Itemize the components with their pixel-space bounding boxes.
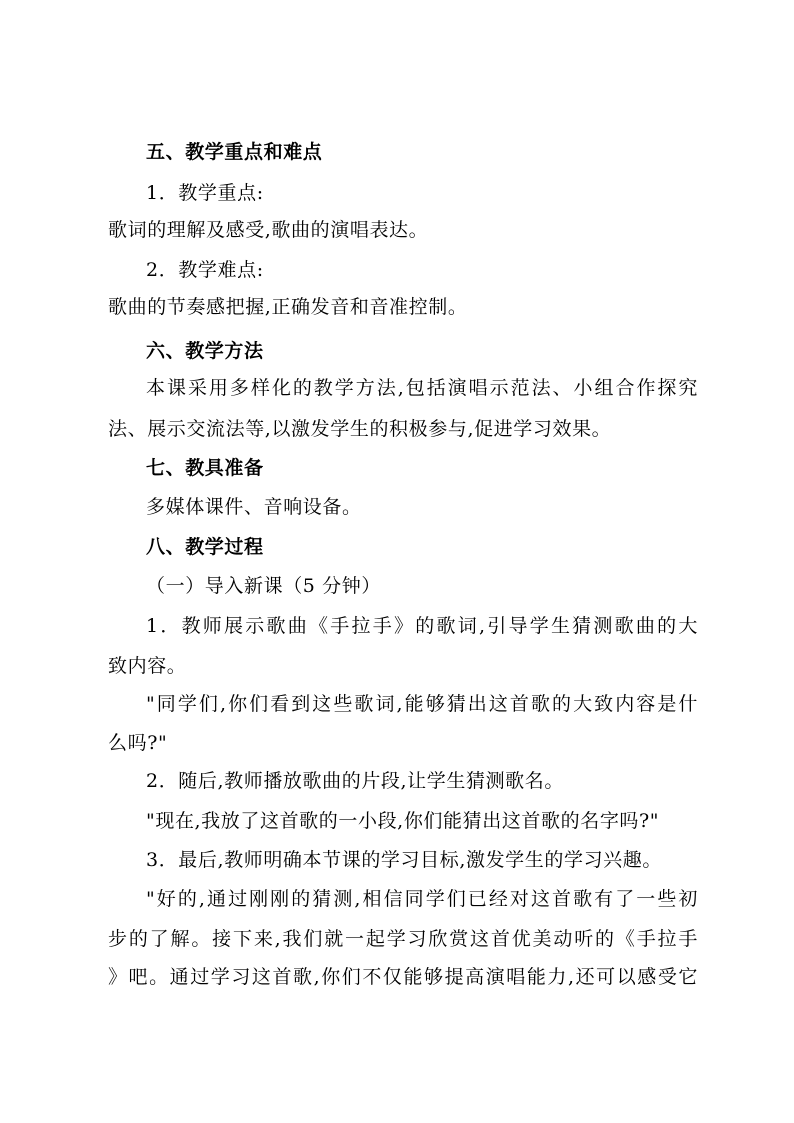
- section-5-item-1-title: 1．教学重点:: [146, 182, 264, 204]
- section-8-paragraph-2: 2．随后,教师播放歌曲的片段,让学生猜测歌名。: [146, 770, 564, 792]
- section-5-item-1-text: 歌词的理解及感受,歌曲的演唱表达。: [108, 219, 429, 241]
- section-8-paragraph-1-line-1: 1．教师展示歌曲《手拉手》的歌词,引导学生猜测歌曲的大: [146, 615, 698, 637]
- section-8-paragraph-3: 3．最后,教师明确本节课的学习目标,激发学生的学习兴趣。: [146, 849, 662, 871]
- section-7-text: 多媒体课件、音响设备。: [146, 496, 362, 518]
- section-5-item-2-text: 歌曲的节奏感把握,正确发音和音准控制。: [108, 296, 468, 318]
- section-5-item-2-title: 2．教学难点:: [146, 259, 264, 281]
- section-8-heading: 八、教学过程: [146, 536, 264, 558]
- section-5-heading: 五、教学重点和难点: [146, 141, 323, 163]
- section-7-heading: 七、教具准备: [146, 457, 264, 479]
- section-8-quote-2: "现在,我放了这首歌的一小段,你们能猜出这首歌的名字吗?": [146, 810, 660, 832]
- section-8-paragraph-1-line-2: 致内容。: [108, 655, 187, 677]
- section-8-quote-3-line-2: 步的了解。接下来,我们就一起学习欣赏这首优美动听的《手拉手: [108, 928, 698, 950]
- section-8-quote-3-line-1: "好的,通过刚刚的猜测,相信同学们已经对这首歌有了一些初: [146, 888, 698, 910]
- section-8-quote-1-line-2: 么吗?": [108, 732, 168, 754]
- section-6-text-line-2: 法、展示交流法等,以激发学生的积极参与,促进学习效果。: [108, 418, 612, 440]
- section-8-subheading-1: （一）导入新课（5 分钟）: [146, 575, 381, 597]
- section-8-quote-1-line-1: "同学们,你们看到这些歌词,能够猜出这首歌的大致内容是什: [146, 693, 698, 715]
- section-6-text-line-1: 本课采用多样化的教学方法,包括演唱示范法、小组合作探究: [146, 377, 698, 399]
- section-8-quote-3-line-3: 》吧。通过学习这首歌,你们不仅能够提高演唱能力,还可以感受它: [108, 966, 698, 988]
- section-6-heading: 六、教学方法: [146, 340, 264, 362]
